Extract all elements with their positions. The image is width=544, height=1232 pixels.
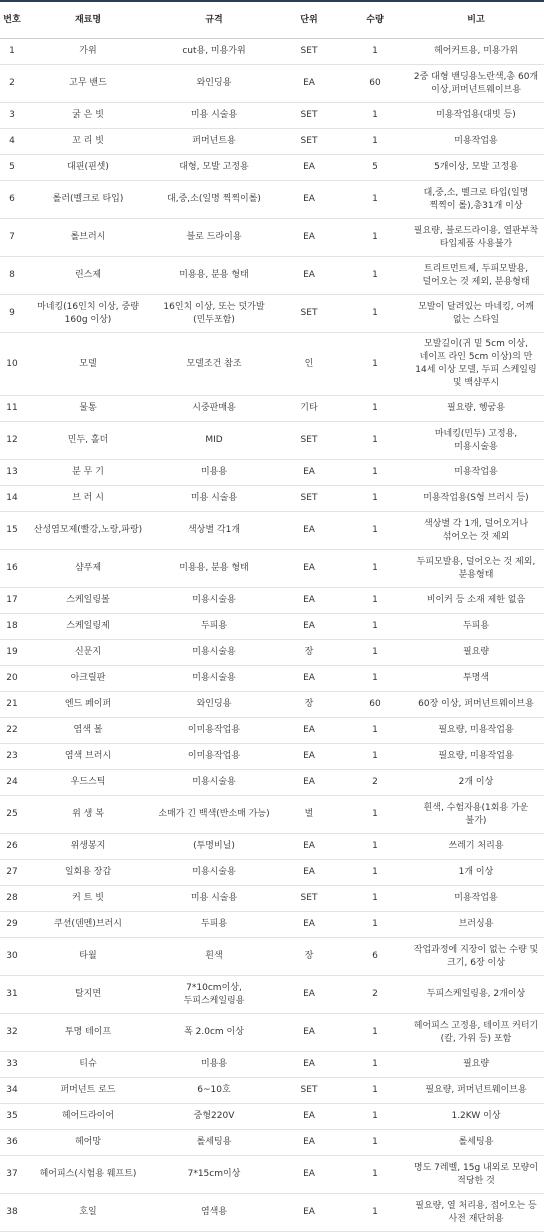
table-row (0, 219, 544, 257)
table-row (0, 666, 544, 692)
cell-name: 마네킹(16인치 이상, 중량 160g 이상) (24, 295, 152, 333)
cell-no: 3 (0, 103, 24, 129)
cell-spec: 미용 시술용 (152, 486, 276, 512)
cell-qty: 1 (342, 666, 408, 692)
cell-spec: 퍼머넌트용 (152, 129, 276, 155)
cell-name: 꼬 리 빗 (24, 129, 152, 155)
cell-note: 1.2KW 이상 (408, 1104, 544, 1130)
cell-no: 29 (0, 912, 24, 938)
cell-no: 21 (0, 692, 24, 718)
cell-note: 두피스케일링용, 2개이상 (408, 976, 544, 1014)
cell-no: 23 (0, 744, 24, 770)
cell-note: 미용작업용(S형 브러시 등) (408, 486, 544, 512)
table-row (0, 976, 544, 1014)
cell-no: 15 (0, 512, 24, 550)
cell-unit: EA (276, 718, 342, 744)
cell-note: 필요량 (408, 640, 544, 666)
cell-unit: EA (276, 65, 342, 103)
cell-spec: 색상별 각1개 (152, 512, 276, 550)
cell-note: 미용작업용(대빗 등) (408, 103, 544, 129)
cell-qty: 1 (342, 257, 408, 295)
cell-qty: 1 (342, 1194, 408, 1232)
table-row (0, 886, 544, 912)
cell-no: 12 (0, 422, 24, 460)
cell-unit: EA (276, 460, 342, 486)
cell-spec: 6~10호 (152, 1078, 276, 1104)
table-row (0, 39, 544, 65)
cell-note: 마네킹(민두) 고정용, 미용시술용 (408, 422, 544, 460)
cell-name: 롤브러시 (24, 219, 152, 257)
cell-qty: 2 (342, 976, 408, 1014)
cell-name: 헤어드라이어 (24, 1104, 152, 1130)
cell-spec: 중형220V (152, 1104, 276, 1130)
cell-unit: EA (276, 770, 342, 796)
table-row (0, 588, 544, 614)
cell-no: 31 (0, 976, 24, 1014)
cell-qty: 1 (342, 834, 408, 860)
cell-unit: EA (276, 155, 342, 181)
cell-qty: 1 (342, 1078, 408, 1104)
table-row (0, 295, 544, 333)
cell-name: 위 생 복 (24, 796, 152, 834)
header-unit: 단위 (276, 1, 342, 39)
cell-qty: 1 (342, 295, 408, 333)
table-row (0, 181, 544, 219)
cell-spec: 미용시술용 (152, 640, 276, 666)
table-row (0, 396, 544, 422)
cell-spec: (투명비닐) (152, 834, 276, 860)
cell-name: 탈지면 (24, 976, 152, 1014)
cell-no: 28 (0, 886, 24, 912)
cell-unit: EA (276, 257, 342, 295)
table-row (0, 1052, 544, 1078)
header-row (0, 1, 544, 39)
cell-note: 트리트먼트제, 두피모발용,덜어오는 것 제외, 분용형태 (408, 257, 544, 295)
cell-unit: SET (276, 422, 342, 460)
table-row (0, 640, 544, 666)
cell-qty: 1 (342, 1052, 408, 1078)
cell-unit: EA (276, 666, 342, 692)
cell-qty: 1 (342, 718, 408, 744)
cell-spec: 이미용작업용 (152, 744, 276, 770)
cell-note: 작업과정에 지장이 없는 수량 및 크기, 6장 이상 (408, 938, 544, 976)
cell-name: 물통 (24, 396, 152, 422)
cell-spec: MID (152, 422, 276, 460)
cell-no: 27 (0, 860, 24, 886)
cell-note: 2중 대형 밴딩용노란색,총 60개 이상,퍼머넌트웨이브용 (408, 65, 544, 103)
table-row (0, 1078, 544, 1104)
cell-qty: 1 (342, 860, 408, 886)
table-row (0, 718, 544, 744)
cell-unit: EA (276, 834, 342, 860)
cell-name: 위생봉지 (24, 834, 152, 860)
cell-qty: 2 (342, 770, 408, 796)
header-no: 번호 (0, 1, 24, 39)
cell-no: 9 (0, 295, 24, 333)
cell-unit: EA (276, 1104, 342, 1130)
cell-unit: EA (276, 1014, 342, 1052)
cell-note: 필요량, 블로드라이용, 열판부착 타입제품 사용불가 (408, 219, 544, 257)
table-row (0, 512, 544, 550)
cell-qty: 1 (342, 460, 408, 486)
cell-no: 11 (0, 396, 24, 422)
table-row (0, 333, 544, 396)
cell-qty: 1 (342, 39, 408, 65)
cell-qty: 1 (342, 486, 408, 512)
table-row (0, 1130, 544, 1156)
cell-unit: EA (276, 181, 342, 219)
cell-no: 16 (0, 550, 24, 588)
table-row (0, 486, 544, 512)
cell-no: 37 (0, 1156, 24, 1194)
cell-note: 모발이 달려있는 마네킹, 어깨 없는 스타일 (408, 295, 544, 333)
cell-note: 미용작업용 (408, 886, 544, 912)
table-row (0, 770, 544, 796)
cell-unit: EA (276, 1130, 342, 1156)
cell-name: 가위 (24, 39, 152, 65)
cell-spec: 와인딩용 (152, 692, 276, 718)
cell-spec: 7*10cm이상, 두피스케일링용 (152, 976, 276, 1014)
cell-note: 두피모발용, 덜어오는 것 제외, 분용형태 (408, 550, 544, 588)
table-row (0, 103, 544, 129)
table-row (0, 860, 544, 886)
table-row (0, 1156, 544, 1194)
cell-spec: 이미용작업용 (152, 718, 276, 744)
cell-spec: 흰색 (152, 938, 276, 976)
cell-unit: SET (276, 486, 342, 512)
cell-name: 브 러 시 (24, 486, 152, 512)
cell-name: 신문지 (24, 640, 152, 666)
cell-spec: 미용용, 분용 형태 (152, 257, 276, 295)
cell-name: 우드스틱 (24, 770, 152, 796)
cell-note: 필요량, 미용작업용 (408, 744, 544, 770)
cell-qty: 1 (342, 614, 408, 640)
cell-spec: 미용용, 분용 형태 (152, 550, 276, 588)
cell-note: 두피용 (408, 614, 544, 640)
cell-spec: 16인치 이상, 또는 덧가발(민두포함) (152, 295, 276, 333)
cell-name: 엔드 페이퍼 (24, 692, 152, 718)
cell-no: 19 (0, 640, 24, 666)
cell-unit: EA (276, 1156, 342, 1194)
cell-qty: 1 (342, 1156, 408, 1194)
cell-unit: SET (276, 1078, 342, 1104)
cell-no: 1 (0, 39, 24, 65)
cell-note: 필요량, 헹굼용 (408, 396, 544, 422)
cell-qty: 1 (342, 550, 408, 588)
cell-qty: 1 (342, 1130, 408, 1156)
cell-unit: EA (276, 588, 342, 614)
cell-spec: 두피용 (152, 614, 276, 640)
table-row (0, 614, 544, 640)
cell-spec: cut용, 미용가위 (152, 39, 276, 65)
cell-note: 미용작업용 (408, 129, 544, 155)
cell-no: 25 (0, 796, 24, 834)
cell-qty: 1 (342, 744, 408, 770)
cell-spec: 대형, 모발 고정용 (152, 155, 276, 181)
table-row (0, 692, 544, 718)
cell-note: 미용작업용 (408, 460, 544, 486)
cell-note: 60장 이상, 퍼머넌트웨이브용 (408, 692, 544, 718)
cell-name: 롤러(벨크로 타입) (24, 181, 152, 219)
cell-name: 대핀(핀셋) (24, 155, 152, 181)
table-row (0, 938, 544, 976)
cell-no: 6 (0, 181, 24, 219)
cell-no: 33 (0, 1052, 24, 1078)
table-row (0, 796, 544, 834)
cell-no: 34 (0, 1078, 24, 1104)
cell-name: 염색 볼 (24, 718, 152, 744)
cell-name: 헤어망 (24, 1130, 152, 1156)
cell-note: 색상별 각 1개, 덜어오거나 섞어오는 것 제외 (408, 512, 544, 550)
cell-unit: SET (276, 295, 342, 333)
table-row (0, 1194, 544, 1232)
cell-unit: EA (276, 976, 342, 1014)
cell-spec: 미용시술용 (152, 666, 276, 692)
cell-name: 일회용 장갑 (24, 860, 152, 886)
cell-name: 스케일링제 (24, 614, 152, 640)
cell-name: 고무 밴드 (24, 65, 152, 103)
cell-unit: SET (276, 886, 342, 912)
cell-spec: 대,중,소(일명 찍찍이롤) (152, 181, 276, 219)
cell-spec: 두피용 (152, 912, 276, 938)
cell-qty: 1 (342, 588, 408, 614)
cell-no: 10 (0, 333, 24, 396)
cell-note: 5개이상, 모발 고정용 (408, 155, 544, 181)
cell-spec: 미용용 (152, 460, 276, 486)
cell-spec: 소매가 긴 백색(반소매 가능) (152, 796, 276, 834)
cell-name: 아크릴판 (24, 666, 152, 692)
table-row (0, 129, 544, 155)
cell-no: 24 (0, 770, 24, 796)
cell-note: 모발길이(귀 밑 5cm 이상, 네이프 라인 5cm 이상)의 만 14세 이상 모델, 두피 스케일링 및 백샴푸시 (408, 333, 544, 396)
cell-no: 30 (0, 938, 24, 976)
cell-unit: EA (276, 219, 342, 257)
cell-unit: EA (276, 1194, 342, 1232)
table-row (0, 422, 544, 460)
cell-no: 18 (0, 614, 24, 640)
table-row (0, 912, 544, 938)
table-row (0, 257, 544, 295)
cell-no: 7 (0, 219, 24, 257)
table-row (0, 65, 544, 103)
cell-name: 분 무 기 (24, 460, 152, 486)
cell-no: 26 (0, 834, 24, 860)
cell-note: 헤어커트용, 미용가위 (408, 39, 544, 65)
cell-qty: 6 (342, 938, 408, 976)
cell-name: 헤어피스(시험용 웨프트) (24, 1156, 152, 1194)
cell-spec: 미용 시술용 (152, 886, 276, 912)
cell-spec: 염색용 (152, 1194, 276, 1232)
cell-note: 2개 이상 (408, 770, 544, 796)
cell-unit: EA (276, 912, 342, 938)
cell-qty: 1 (342, 181, 408, 219)
cell-unit: EA (276, 744, 342, 770)
header-qty: 수량 (342, 1, 408, 39)
cell-name: 커 트 빗 (24, 886, 152, 912)
cell-name: 염색 브러시 (24, 744, 152, 770)
cell-unit: EA (276, 512, 342, 550)
cell-name: 스케일링볼 (24, 588, 152, 614)
cell-unit: EA (276, 550, 342, 588)
cell-qty: 60 (342, 65, 408, 103)
cell-note: 필요량 (408, 1052, 544, 1078)
table-row (0, 155, 544, 181)
cell-name: 투명 테이프 (24, 1014, 152, 1052)
cell-spec: 미용시술용 (152, 588, 276, 614)
table-row (0, 1104, 544, 1130)
cell-unit: SET (276, 129, 342, 155)
cell-note: 대,중,소, 벨크로 타입(일명 찍찍이 롤),총31개 이상 (408, 181, 544, 219)
cell-spec: 블로 드라이용 (152, 219, 276, 257)
cell-qty: 1 (342, 886, 408, 912)
cell-note: 헤어피스 고정용, 테이프 커터기 (칼, 가위 등) 포함 (408, 1014, 544, 1052)
cell-qty: 1 (342, 912, 408, 938)
cell-name: 민두, 홀더 (24, 422, 152, 460)
cell-spec: 시중판매용 (152, 396, 276, 422)
cell-spec: 폭 2.0cm 이상 (152, 1014, 276, 1052)
cell-qty: 60 (342, 692, 408, 718)
cell-no: 14 (0, 486, 24, 512)
cell-unit: 벌 (276, 796, 342, 834)
cell-no: 38 (0, 1194, 24, 1232)
cell-qty: 1 (342, 333, 408, 396)
cell-unit: EA (276, 614, 342, 640)
cell-note: 필요량, 퍼머넌트웨이브용 (408, 1078, 544, 1104)
cell-note: 비이커 등 소재 제한 없음 (408, 588, 544, 614)
cell-qty: 1 (342, 640, 408, 666)
cell-unit: SET (276, 103, 342, 129)
table-row (0, 744, 544, 770)
cell-note: 투명색 (408, 666, 544, 692)
cell-qty: 5 (342, 155, 408, 181)
cell-qty: 1 (342, 103, 408, 129)
cell-unit: EA (276, 860, 342, 886)
cell-spec: 롤세팅용 (152, 1130, 276, 1156)
cell-qty: 1 (342, 129, 408, 155)
cell-qty: 1 (342, 219, 408, 257)
cell-unit: 인 (276, 333, 342, 396)
cell-name: 퍼머넌트 로드 (24, 1078, 152, 1104)
table-row (0, 550, 544, 588)
cell-no: 17 (0, 588, 24, 614)
cell-note: 쓰레기 처리용 (408, 834, 544, 860)
cell-unit: 장 (276, 938, 342, 976)
cell-spec: 와인딩용 (152, 65, 276, 103)
cell-note: 명도 7레벨, 15g 내외로 모량이 적당한 것 (408, 1156, 544, 1194)
cell-qty: 1 (342, 796, 408, 834)
cell-note: 브러싱용 (408, 912, 544, 938)
cell-spec: 미용 시술용 (152, 103, 276, 129)
cell-unit: 장 (276, 692, 342, 718)
cell-unit: 기타 (276, 396, 342, 422)
cell-spec: 미용시술용 (152, 860, 276, 886)
cell-spec: 미용용 (152, 1052, 276, 1078)
cell-name: 산성염모제(빨강,노랑,파랑) (24, 512, 152, 550)
cell-spec: 7*15cm이상 (152, 1156, 276, 1194)
cell-name: 쿠션(덴멘)브러시 (24, 912, 152, 938)
header-name: 재료명 (24, 1, 152, 39)
cell-name: 샴푸제 (24, 550, 152, 588)
cell-name: 티슈 (24, 1052, 152, 1078)
cell-note: 필요량, 미용작업용 (408, 718, 544, 744)
cell-name: 모델 (24, 333, 152, 396)
cell-no: 5 (0, 155, 24, 181)
cell-name: 타월 (24, 938, 152, 976)
header-note: 비고 (408, 1, 544, 39)
cell-no: 36 (0, 1130, 24, 1156)
cell-unit: SET (276, 39, 342, 65)
cell-no: 35 (0, 1104, 24, 1130)
cell-name: 굵 은 빗 (24, 103, 152, 129)
header-spec: 규격 (152, 1, 276, 39)
cell-name: 호일 (24, 1194, 152, 1232)
cell-note: 흰색, 수험자용(1회용 가운 불가) (408, 796, 544, 834)
table-row (0, 834, 544, 860)
cell-name: 린스제 (24, 257, 152, 295)
table-row (0, 1014, 544, 1052)
cell-spec: 미용시술용 (152, 770, 276, 796)
cell-qty: 1 (342, 1104, 408, 1130)
cell-qty: 1 (342, 422, 408, 460)
cell-no: 22 (0, 718, 24, 744)
cell-qty: 1 (342, 1014, 408, 1052)
cell-qty: 1 (342, 512, 408, 550)
cell-no: 20 (0, 666, 24, 692)
cell-note: 필요량, 열 처리용, 접어오는 등 사전 재단허용 (408, 1194, 544, 1232)
cell-spec: 모델조건 참조 (152, 333, 276, 396)
cell-unit: EA (276, 1052, 342, 1078)
cell-no: 13 (0, 460, 24, 486)
table-row (0, 460, 544, 486)
cell-note: 롤세팅용 (408, 1130, 544, 1156)
cell-no: 2 (0, 65, 24, 103)
cell-no: 4 (0, 129, 24, 155)
cell-no: 8 (0, 257, 24, 295)
cell-qty: 1 (342, 396, 408, 422)
cell-unit: 장 (276, 640, 342, 666)
cell-no: 32 (0, 1014, 24, 1052)
cell-note: 1개 이상 (408, 860, 544, 886)
